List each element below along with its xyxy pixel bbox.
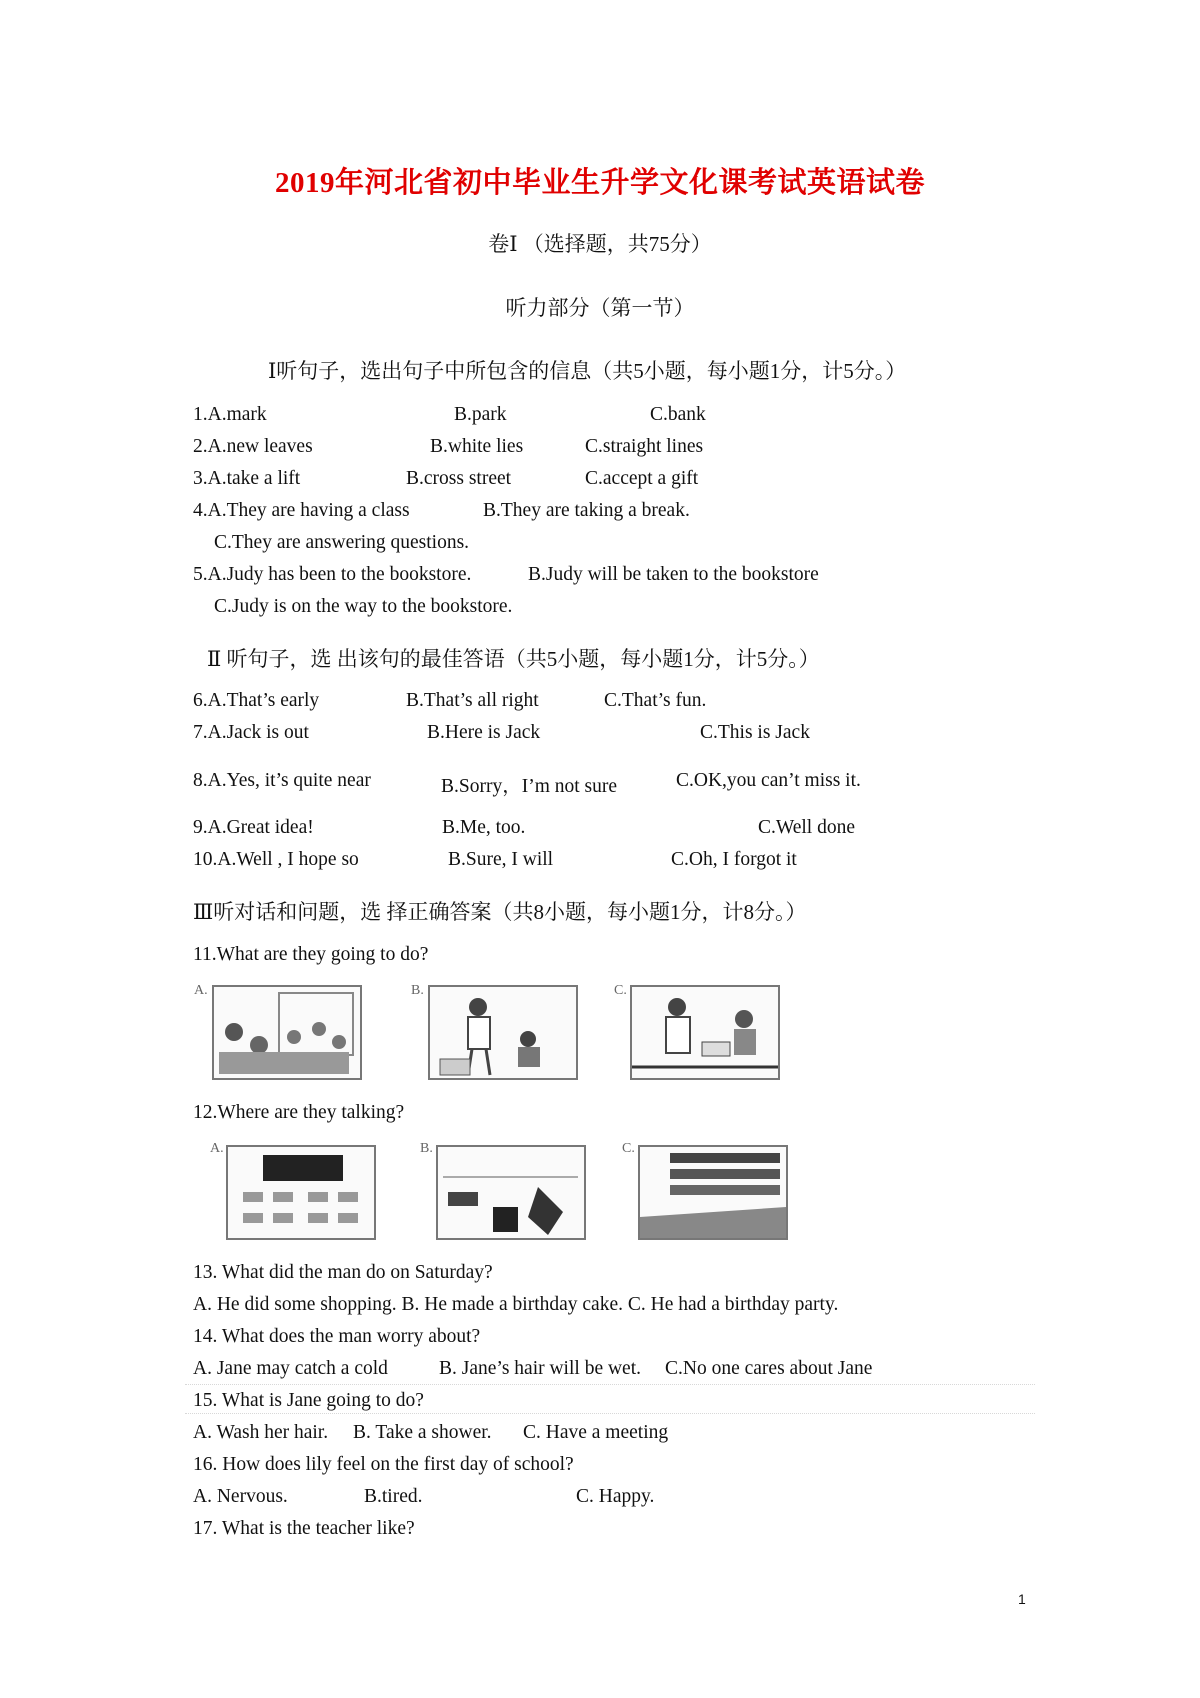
option-b: B.park <box>454 404 507 425</box>
option-a: 7.A.Jack is out <box>193 722 309 743</box>
question-12: 12.Where are they talking? <box>193 1102 405 1123</box>
option-a: A. Jane may catch a cold <box>193 1358 388 1379</box>
option-a: 6.A.That’s early <box>193 690 320 711</box>
option-b: B.cross street <box>406 468 512 489</box>
option-c: C.OK,you can’t miss it. <box>676 770 861 791</box>
option-c: C.This is Jack <box>700 722 810 743</box>
office-picture <box>436 1145 586 1240</box>
option-b: B.They are taking a break. <box>483 500 690 521</box>
option-a: 4.A.They are having a class <box>193 500 410 521</box>
option-c: C.No one cares about Jane <box>665 1358 873 1379</box>
option-b: B.Here is Jack <box>427 722 541 743</box>
question-17: 17. What is the teacher like? <box>193 1518 415 1539</box>
option-b: B.tired. <box>364 1486 423 1507</box>
option-c: C.They are answering questions. <box>214 532 470 553</box>
auditorium-picture <box>638 1145 788 1240</box>
option-b: B.Sorry，I’m not sure <box>441 776 618 797</box>
question-15: 15. What is Jane going to do? <box>193 1390 424 1411</box>
question-13-options: A. He did some shopping. B. He made a birthday cake. C. He had a birthday party. <box>193 1294 839 1315</box>
option-b: B.Me, too. <box>442 817 526 838</box>
divider <box>185 1413 1035 1414</box>
option-c: C.Oh, I forgot it <box>671 849 797 870</box>
volume-heading: 卷Ⅰ （选择题，共75分） <box>488 232 712 256</box>
listening-heading: 听力部分（第一节） <box>505 296 695 320</box>
option-b: B. Take a shower. <box>353 1422 492 1443</box>
classroom-picture <box>212 985 362 1080</box>
option-c: C.Judy is on the way to the bookstore. <box>214 596 513 617</box>
section-3-heading: Ⅲ听对话和问题，选 择正确答案（共8小题，每小题1分，计8分。） <box>193 900 807 924</box>
option-b: B. Jane’s hair will be wet. <box>439 1358 641 1379</box>
pic-label-c: C. <box>614 983 627 998</box>
question-13: 13. What did the man do on Saturday? <box>193 1262 493 1283</box>
exam-title: 2019年河北省初中毕业生升学文化课考试英语试卷 <box>274 167 925 199</box>
option-c: C. Have a meeting <box>523 1422 669 1443</box>
option-c: C.Well done <box>758 817 855 838</box>
pic-label-b: B. <box>411 983 424 998</box>
option-a: 2.A.new leaves <box>193 436 313 457</box>
divider <box>185 1384 1035 1385</box>
pic-label-b: B. <box>420 1141 433 1156</box>
option-c: C. Happy. <box>576 1486 655 1507</box>
pic-label-a: A. <box>194 983 208 998</box>
option-c: C.That’s fun. <box>604 690 707 711</box>
option-a: A. Wash her hair. <box>193 1422 329 1443</box>
option-a: A. Nervous. <box>193 1486 288 1507</box>
question-16: 16. How does lily feel on the first day of school? <box>193 1454 574 1475</box>
option-a: 1.A.mark <box>193 404 267 425</box>
option-a: 8.A.Yes, it’s quite near <box>193 770 371 791</box>
pic-label-a: A. <box>210 1141 224 1156</box>
option-c: C.straight lines <box>585 436 704 457</box>
option-a: 9.A.Great idea! <box>193 817 314 838</box>
option-c: C.accept a gift <box>585 468 699 489</box>
option-c: C.bank <box>650 404 706 425</box>
page-number: 1 <box>1018 1591 1026 1607</box>
option-b: B.white lies <box>430 436 524 457</box>
option-a: 10.A.Well , I hope so <box>193 849 359 870</box>
option-b: B.That’s all right <box>406 690 539 711</box>
teacher-student-picture <box>630 985 780 1080</box>
pic-label-c: C. <box>622 1141 635 1156</box>
section-2-heading: Ⅱ 听句子，选 出该句的最佳答语（共5小题，每小题1分，计5分。） <box>207 647 820 671</box>
question-11: 11.What are they going to do? <box>193 944 429 965</box>
doctor-patient-picture <box>428 985 578 1080</box>
section-1-heading: Ⅰ听句子，选出句子中所包含的信息（共5小题，每小题1分，计5分。） <box>268 359 907 383</box>
classroom-desks-picture <box>226 1145 376 1240</box>
question-14: 14. What does the man worry about? <box>193 1326 481 1347</box>
option-a: 5.A.Judy has been to the bookstore. <box>193 564 472 585</box>
option-b: B.Sure, I will <box>448 849 554 870</box>
option-b: B.Judy will be taken to the bookstore <box>528 564 819 585</box>
option-a: 3.A.take a lift <box>193 468 301 489</box>
